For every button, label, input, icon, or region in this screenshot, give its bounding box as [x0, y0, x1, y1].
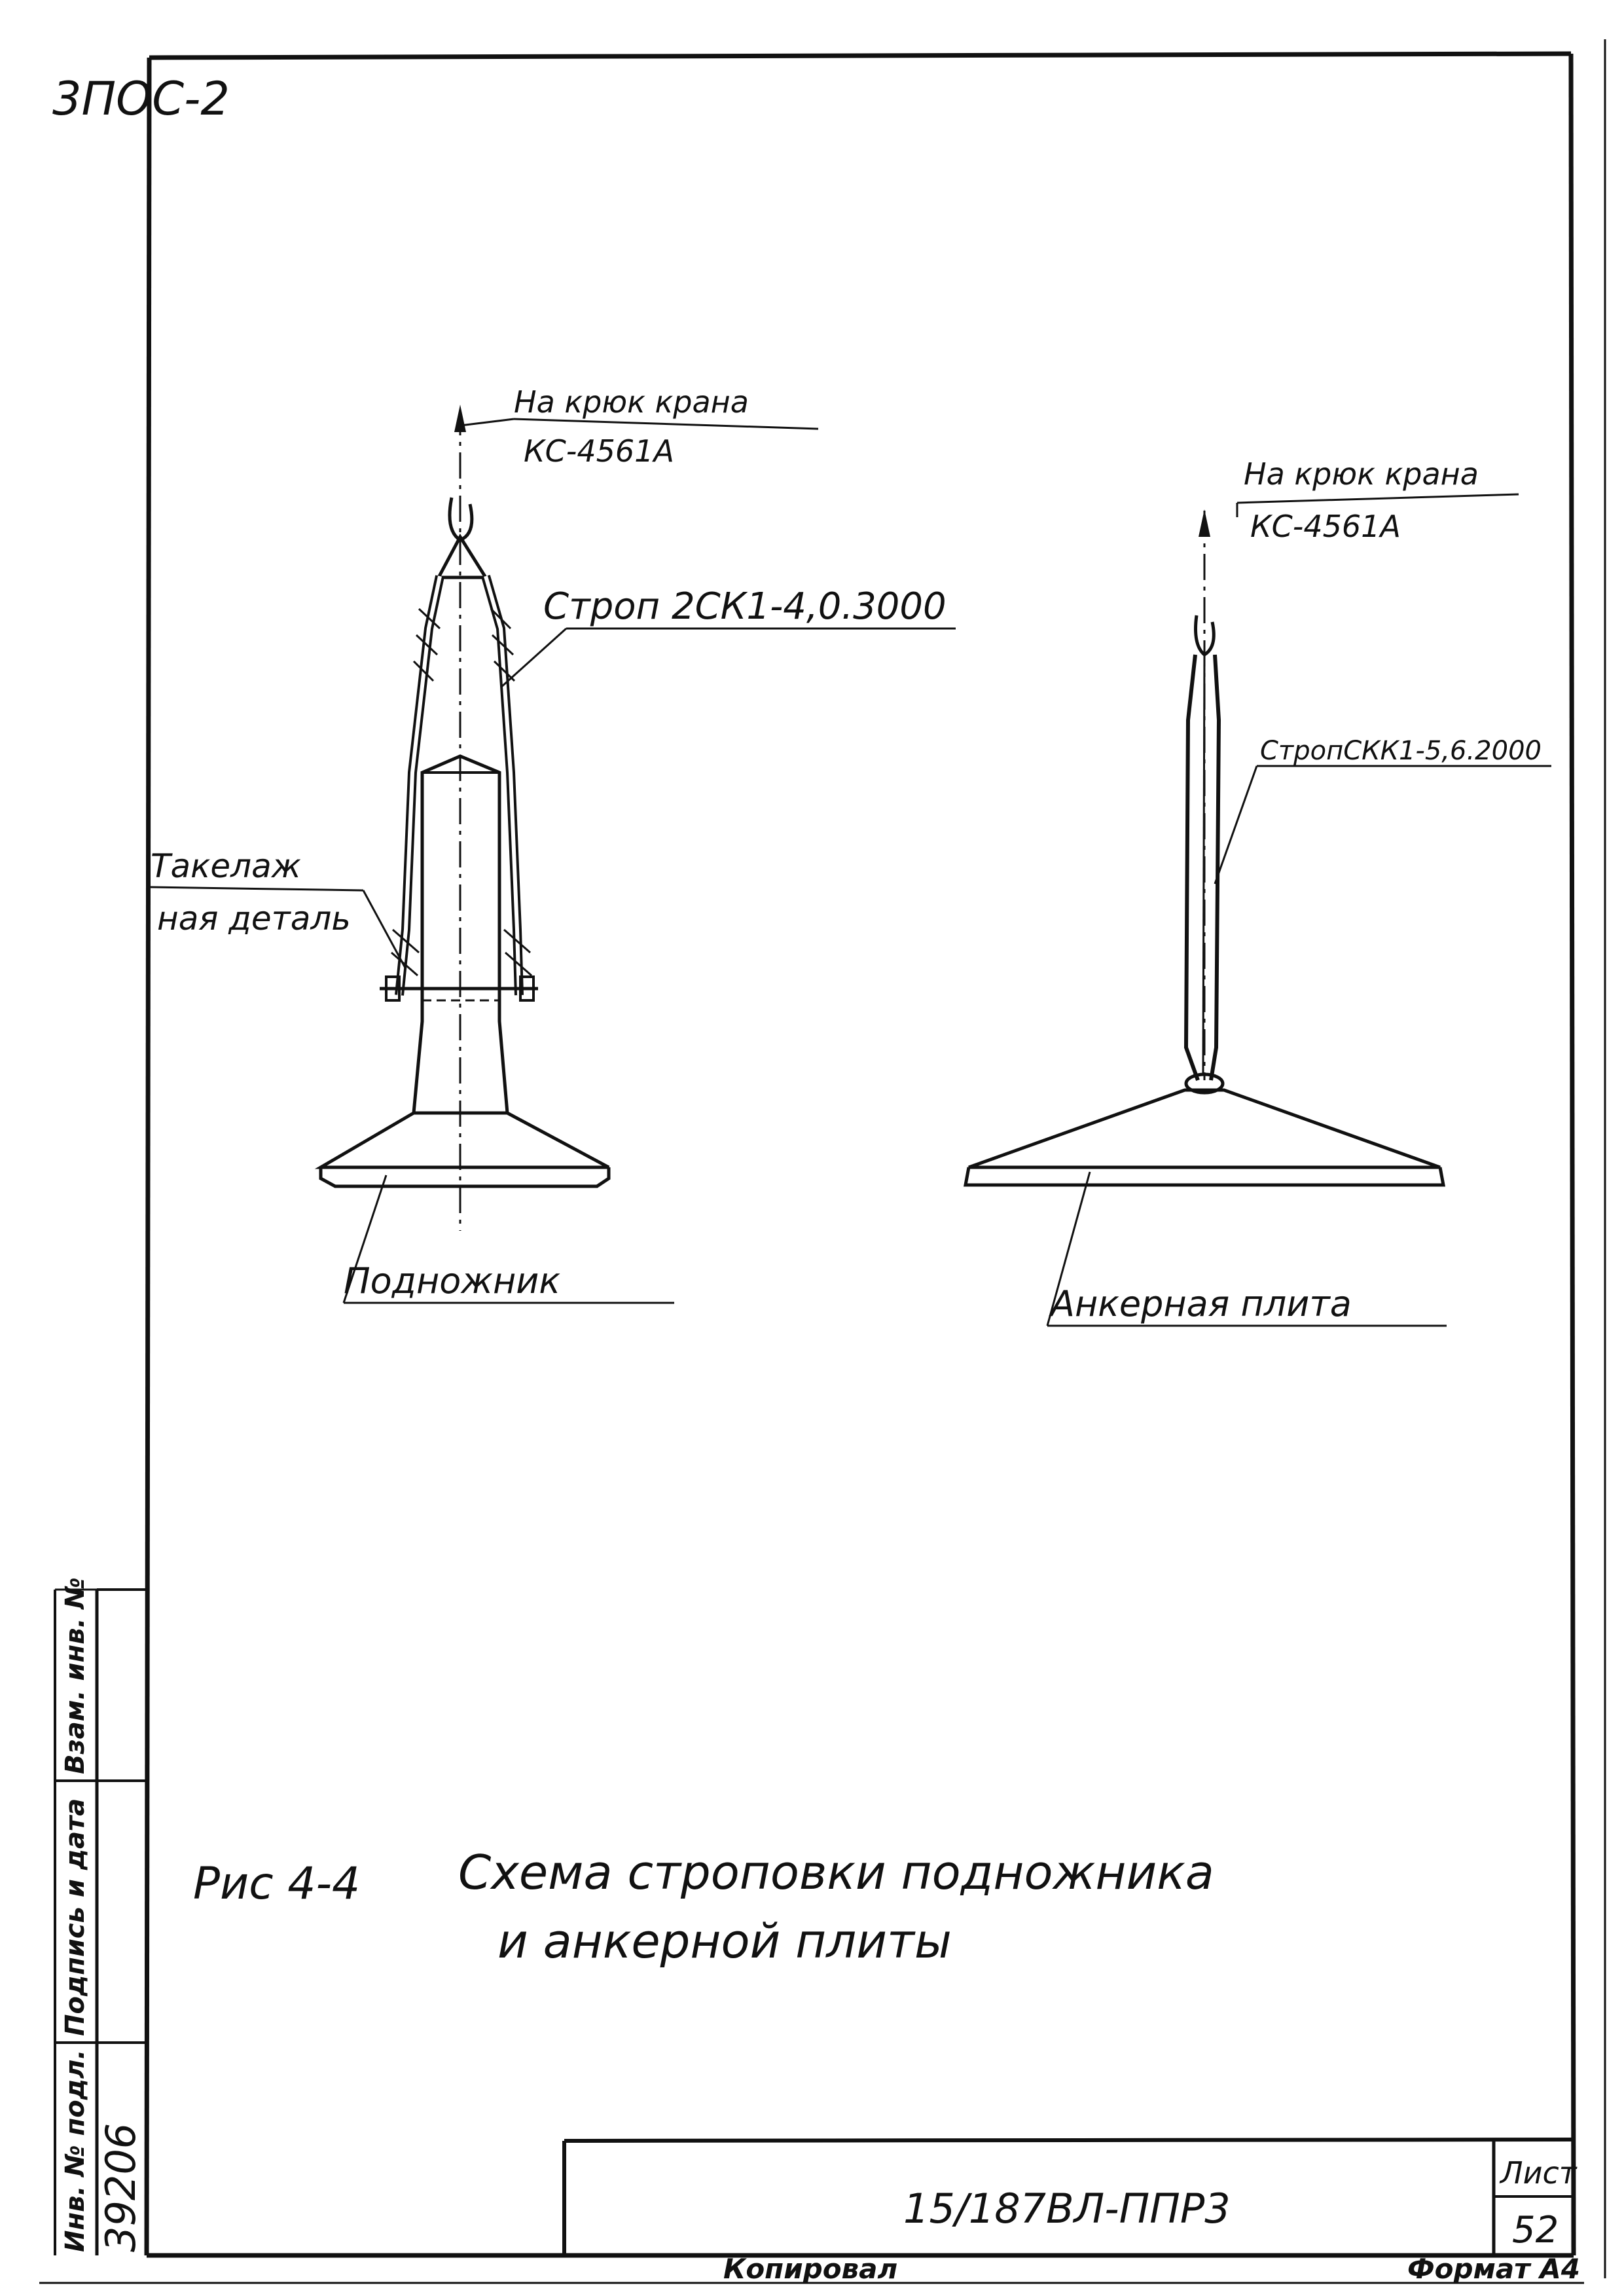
- stamp-replacement-label: Взам. инв. №: [60, 1577, 90, 1774]
- right-sling-label: СтропСКК1-5,6.2000: [1260, 736, 1542, 766]
- caption-line1: Схема строповки подножника: [458, 1845, 1214, 1900]
- anchor-plate: [969, 1090, 1440, 1167]
- stamp-signature-label: Подпись и дата: [60, 1798, 90, 2036]
- stamp-inventory-label: Инв. № подл.: [60, 2049, 90, 2252]
- left-hook-arrow: [454, 405, 466, 432]
- left-hook-label-line1: На крюк крана: [514, 384, 749, 420]
- right-hook-label-line1: На крюк крана: [1244, 456, 1479, 492]
- sling-shackle-left: [439, 537, 486, 577]
- anchor-plate-label: Анкерная плита: [1051, 1283, 1352, 1324]
- rigging-label-line1: Такелаж: [151, 847, 301, 885]
- stamp-inventory-number: 39206: [97, 2123, 145, 2252]
- caption-line2: и анкерной плиты: [497, 1914, 952, 1969]
- copied-by-label: Копировал: [723, 2253, 898, 2285]
- footing-label: Подножник: [344, 1260, 560, 1302]
- right-hook-label-line2: КС-4561А: [1250, 509, 1401, 544]
- figure-number: Рис 4-4: [193, 1858, 361, 1910]
- footing-base-plate: [321, 1113, 609, 1167]
- rigging-label-line2: ная деталь: [157, 900, 351, 938]
- left-sling-label: Строп 2СК1-4,0.3000: [543, 585, 947, 628]
- format-label: Формат А4: [1407, 2253, 1580, 2285]
- sheet-number: 52: [1512, 2209, 1559, 2251]
- sheet-label: Лист: [1500, 2155, 1577, 2191]
- sling-right: [1186, 655, 1198, 1080]
- document-code: 15/187ВЛ-ППР3: [903, 2185, 1231, 2232]
- right-hook-arrow: [1199, 509, 1210, 537]
- sling-braid-bottom: [391, 930, 532, 975]
- left-hook-label-line2: КС-4561А: [524, 433, 674, 469]
- corner-mark: 3ПОС-2: [52, 72, 230, 126]
- right-anchor-plate-figure: [965, 494, 1551, 1326]
